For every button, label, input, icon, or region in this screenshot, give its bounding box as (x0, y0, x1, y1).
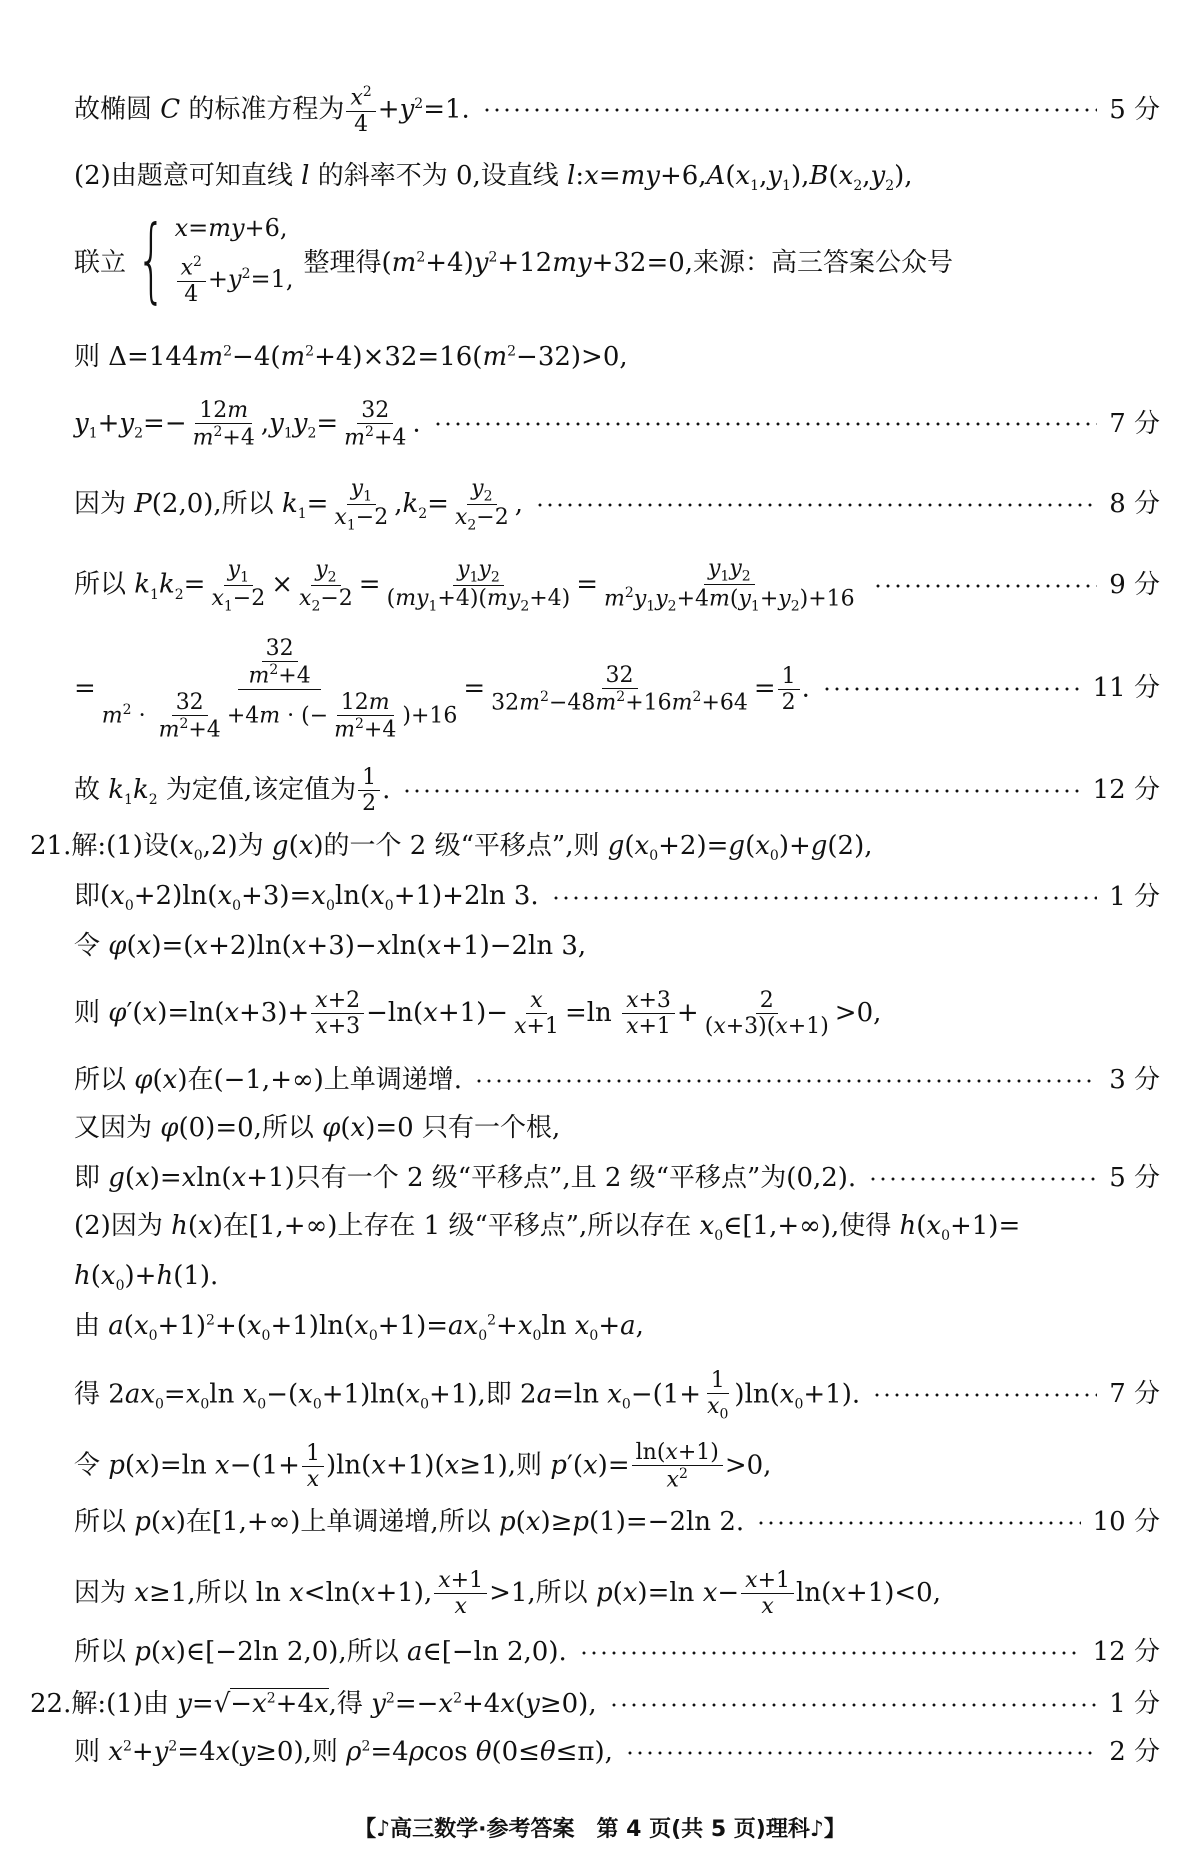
line-21-14: 因为 x≥1,所以 ln x<ln(x+1), $\frac{x+1}{x}$ >1,所以 p(x)=ln x− $\frac{x+1}{x}$ ln(x+1)<0, (74, 1568, 941, 1620)
line-22-2: 则 $x^2+y^2=4x(y\ge 0)$,则 $\rho^2=4\rho\cos$ θ(0≤θ≤π), 2 分 (74, 1737, 1160, 1767)
line-21-2: 即$(x_0+2)\ln(x_0+3)=x_0\ln(x_0+1)+2\ln$ 3. 1 分 (74, 881, 1160, 915)
line-21-5: 所以 φ(x)在(−1,+∞)上单调递增. 3 分 (74, 1065, 1160, 1095)
line-21-12: 令 p(x)=ln x−(1+ $\frac{1}{x}$ )ln(x+1)(x≥1),则 p′(x)= $\frac{\ln(x+1)}{x^2}$ >0, (74, 1440, 772, 1493)
system-eq-1: x=my+6, (174, 214, 288, 242)
line-21-1: 21.解:(1)设$(x_0,2)$为 g(x)的一个 2 级“平移点”,则 $g(x_0+2)=g(x_0)+g(2)$, (30, 831, 873, 865)
line-22-1: 22.解:(1)由 $y=√-x^2+4x$,得 $y^2=-x^2+4x(y\ge 0)$, 1 分 (30, 1689, 1160, 1719)
line-21-9: $h(x_0)+h(1)$. (74, 1261, 219, 1295)
score: 5 分 (1109, 94, 1160, 125)
equation-system (74, 206, 954, 314)
line-compute: = $\frac{32}{m^2+4}$ $m^2$ · $\frac{32}{m^2+4}$ +4m · (− $\frac{12m}{m^2+4}$ )+16 = $\frac{32}{32m^2-48m^2+16m^2+64}$ = $\frac{1}{2}$ . 11 分 (74, 636, 1160, 743)
line-delta: 则 $\Delta=144m^2-4(m^2+4)\times 32=16(m^2-32)>0$, (74, 342, 628, 372)
line-21-8: (2)因为 h(x)在[1,+∞)上存在 1 级“平移点”,所以存在 $x_0\in[1,+\infty)$,使得 $h(x_0+1)=$ (74, 1211, 1021, 1245)
leader-dots (482, 108, 1097, 112)
system-eq-2: $\frac{x^2}{4}$ $+y^2=1$, (175, 254, 294, 307)
brace-icon: { (136, 206, 166, 314)
line-1: 故椭圆 C 的标准方程为 $\frac{x^2}{4}$ $+y^2=1$. 5 分 (74, 84, 1160, 137)
system-label: 联立 (74, 247, 127, 278)
line-conclusion: 故 $k_1k_2$ 为定值,该定值为 $\frac{1}{2}$ . 12 分 (74, 765, 1160, 817)
line-21-4: 则 φ′(x)=ln(x+3)+ $\frac{x+2}{x+3}$ −ln(x+1)− $\frac{x}{x+1}$ =ln $\frac{x+3}{x+1}$ + $\frac{2}{(x+3)(x+1)}$ >0, (74, 988, 882, 1040)
line-2: (2)由题意可知直线 l 的斜率不为 0,设直线 $l:x=my+6,A(x_1,y_1),B(x_2,y_2)$, (74, 161, 913, 195)
line-vieta: $y_1+y_2=-$ $\frac{12m}{m^2+4}$ $,y_1y_2=$ $\frac{32}{m^2+4}$ . 7 分 (74, 398, 1160, 451)
line-21-11: 得 $2ax_0=x_0\ln$ $x_0-(x_0+1)\ln(x_0+1)$,即 2a=ln $x_0-(1+$ $\frac{1}{x_0}$ )$\ln(x_0+1)$. 7 分 (74, 1368, 1160, 1423)
line-21-7: 即 g(x)=xln(x+1)只有一个 2 级“平移点”,且 2 级“平移点”为(0,2). 5 分 (74, 1163, 1160, 1193)
line-21-6: 又因为 φ(0)=0,所以 φ(x)=0 只有一个根, (74, 1113, 561, 1143)
line-21-10: 由 $a(x_0+1)^2+(x_0+1)\ln(x_0+1)=ax_0^2+x_0\ln$ $x_0+a$, (74, 1311, 644, 1345)
page-footer: 【♪高三数学·参考答案 第 4 页(共 5 页)理科♪】 (354, 1817, 846, 1842)
line-21-15: 所以 p(x)∈[−2ln 2,0),所以 a∈[−ln 2,0). 12 分 (74, 1637, 1160, 1667)
line-21-13: 所以 p(x)在[1,+∞)上单调递增,所以 p(x)≥p(1)=−2ln 2. 10 分 (74, 1507, 1160, 1537)
system-result: 整理得$(m^2+4)y^2+12my+32=0$,来源：高三答案公众号 (303, 247, 954, 278)
line-21-3: 令 φ(x)=(x+2)ln(x+3)−xln(x+1)−2ln 3, (74, 931, 587, 961)
line-slopes: 因为 P(2,0),所以 $k_1=$ $\frac{y_1}{x_1-2}$ $,k_2=$ $\frac{y_2}{x_2-2}$ , 8 分 (74, 476, 1160, 534)
line-product: 所以 $k_1k_2=$ $\frac{y_1}{x_1-2}$ × $\frac{y_2}{x_2-2}$ = $\frac{y_1y_2}{(my_1+4)(my_2+4)}$ = $\frac{y_1y_2}{m^2y_1y_2+4m(y_1+y_2)+16}$ 9 分 (74, 556, 1160, 616)
